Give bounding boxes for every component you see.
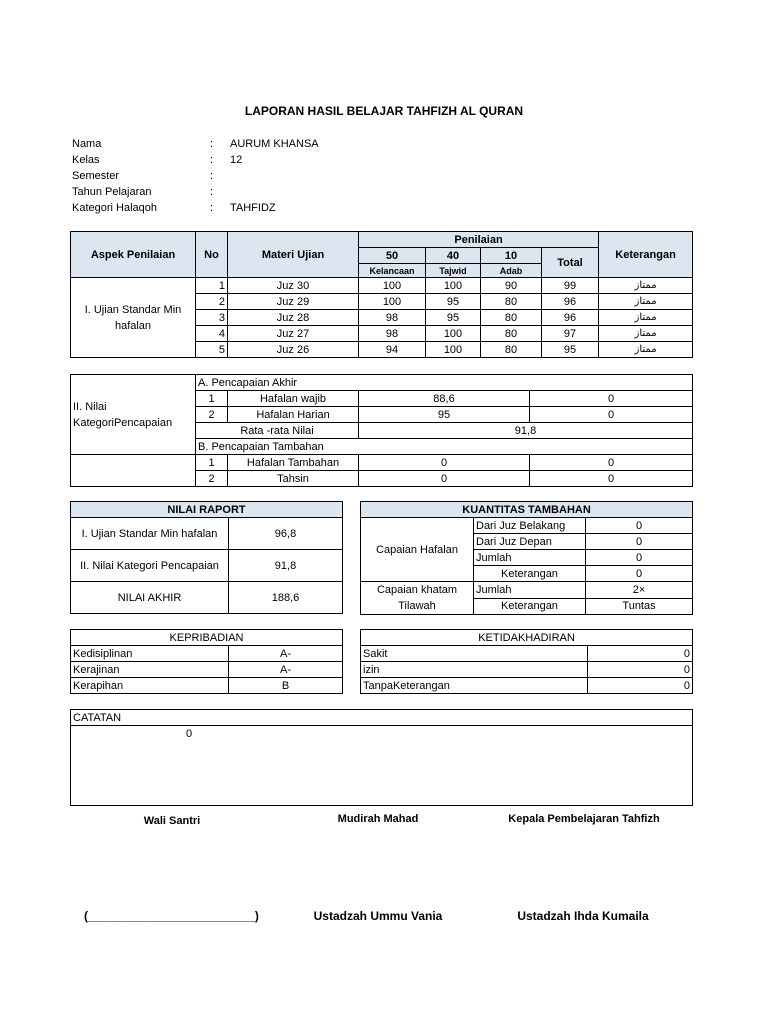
kuantitas-table bbox=[360, 501, 693, 615]
kepribadian-value: B bbox=[229, 678, 343, 694]
row-name: Hafalan Tambahan bbox=[228, 455, 359, 471]
row-keterangan: ممتاز bbox=[599, 294, 693, 310]
header-materi: Materi Ujian bbox=[228, 232, 359, 278]
kuantitas-value: 0 bbox=[586, 534, 693, 550]
aspek-label: I. Ujian Standar Min hafalan bbox=[71, 278, 196, 358]
kepribadian-value: A- bbox=[229, 662, 343, 678]
ketidakhadiran-label: izin bbox=[361, 662, 588, 678]
signature-mudirah-name: Ustadzah Ummu Vania bbox=[313, 909, 443, 923]
row-tajwid: 100 bbox=[426, 278, 481, 294]
identity-row-semester bbox=[72, 168, 319, 184]
average-label: Rata -rata Nilai bbox=[196, 423, 359, 439]
row-total: 95 bbox=[542, 342, 599, 358]
row-adab: 80 bbox=[481, 294, 542, 310]
row-no: 1 bbox=[196, 278, 228, 294]
ketidakhadiran-table bbox=[360, 629, 693, 694]
kuantitas-label: Jumlah bbox=[474, 582, 586, 599]
ketidakhadiran-label: Sakit bbox=[361, 646, 588, 662]
kepribadian-value: A- bbox=[229, 646, 343, 662]
table-row bbox=[71, 646, 343, 662]
signature-kepala-name: Ustadzah Ihda Kumaila bbox=[517, 909, 649, 923]
identity-label: Nama bbox=[72, 138, 102, 150]
row-materi: Juz 30 bbox=[228, 278, 359, 294]
raport-label: II. Nilai Kategori Pencapaian bbox=[71, 550, 229, 582]
raport-label: NILAI AKHIR bbox=[71, 582, 229, 614]
row-no: 3 bbox=[196, 310, 228, 326]
kepribadian-label: Kedisiplinan bbox=[71, 646, 229, 662]
row-kelancaan: 98 bbox=[359, 326, 426, 342]
identity-colon: : bbox=[210, 138, 214, 150]
table-row bbox=[71, 278, 693, 294]
row-kelancaan: 94 bbox=[359, 342, 426, 358]
row-keterangan: ممتاز bbox=[599, 342, 693, 358]
header-total: Total bbox=[542, 248, 599, 278]
identity-label: Kelas bbox=[72, 154, 100, 166]
row-tajwid: 100 bbox=[426, 342, 481, 358]
weight-tajwid: 40 bbox=[426, 248, 481, 264]
subheader-adab: Adab bbox=[481, 264, 542, 278]
row-total: 97 bbox=[542, 326, 599, 342]
weight-adab: 10 bbox=[481, 248, 542, 264]
row-value: 88,6 bbox=[359, 391, 530, 407]
row-no: 4 bbox=[196, 326, 228, 342]
row-tajwid: 100 bbox=[426, 326, 481, 342]
raport-value: 96,8 bbox=[229, 518, 343, 550]
achievement-table bbox=[70, 374, 693, 487]
identity-row-kategori bbox=[72, 200, 319, 216]
table-row bbox=[71, 455, 693, 471]
kuantitas-value: Tuntas bbox=[586, 598, 693, 615]
row-kelancaan: 98 bbox=[359, 310, 426, 326]
row-adab: 80 bbox=[481, 310, 542, 326]
row-keterangan: ممتاز bbox=[599, 326, 693, 342]
row-value: 0 bbox=[359, 471, 530, 487]
row-total: 96 bbox=[542, 310, 599, 326]
raport-label: I. Ujian Standar Min hafalan bbox=[71, 518, 229, 550]
row-kelancaan: 100 bbox=[359, 278, 426, 294]
row-total: 96 bbox=[542, 294, 599, 310]
kuantitas-label: Keterangan bbox=[474, 566, 586, 582]
identity-label: Tahun Pelajaran bbox=[72, 186, 152, 198]
table-row bbox=[361, 678, 693, 694]
kuantitas-label: Dari Juz Belakang bbox=[474, 518, 586, 534]
row-value-2: 0 bbox=[530, 391, 693, 407]
identity-colon: : bbox=[210, 170, 214, 182]
kuantitas-value: 0 bbox=[586, 566, 693, 582]
row-value-2: 0 bbox=[530, 407, 693, 423]
identity-value: TAHFIDZ bbox=[230, 202, 276, 214]
row-no: 1 bbox=[196, 391, 228, 407]
weight-kelancaan: 50 bbox=[359, 248, 426, 264]
ketidakhadiran-header: KETIDAKHADIRAN bbox=[361, 630, 693, 646]
row-materi: Juz 28 bbox=[228, 310, 359, 326]
row-keterangan: ممتاز bbox=[599, 310, 693, 326]
signature-kepala-title: Kepala Pembelajaran Tahfizh bbox=[508, 813, 660, 825]
row-adab: 80 bbox=[481, 342, 542, 358]
signature-wali-title: Wali Santri bbox=[143, 815, 201, 827]
identity-label: Kategori Halaqoh bbox=[72, 202, 158, 214]
exam-table bbox=[70, 231, 693, 358]
section-b-title: B. Pencapaian Tambahan bbox=[196, 439, 693, 455]
row-value: 95 bbox=[359, 407, 530, 423]
raport-header: NILAI RAPORT bbox=[71, 502, 343, 518]
ketidakhadiran-label: TanpaKeterangan bbox=[361, 678, 588, 694]
row-tajwid: 95 bbox=[426, 310, 481, 326]
header-penilaian: Penilaian bbox=[359, 232, 599, 248]
table-row bbox=[71, 518, 343, 550]
header-keterangan: Keterangan bbox=[599, 232, 693, 278]
identity-value: 12 bbox=[230, 154, 243, 166]
table-row bbox=[71, 550, 343, 582]
identity-colon: : bbox=[210, 202, 214, 214]
raport-value: 188,6 bbox=[229, 582, 343, 614]
table-row bbox=[71, 582, 343, 614]
achievement-label: II. Nilai KategoriPencapaian bbox=[71, 375, 196, 455]
kuantitas-label: Jumlah bbox=[474, 550, 586, 566]
row-value-2: 0 bbox=[530, 455, 693, 471]
identity-row-tahun bbox=[72, 184, 319, 200]
ketidakhadiran-value: 0 bbox=[588, 678, 693, 694]
table-row bbox=[361, 646, 693, 662]
row-keterangan: ممتاز bbox=[599, 278, 693, 294]
row-kelancaan: 100 bbox=[359, 294, 426, 310]
ketidakhadiran-value: 0 bbox=[588, 662, 693, 678]
row-materi: Juz 27 bbox=[228, 326, 359, 342]
row-total: 99 bbox=[542, 278, 599, 294]
empty-cell bbox=[71, 455, 196, 487]
identity-value: AURUM KHANSA bbox=[230, 138, 319, 150]
average-value: 91,8 bbox=[359, 423, 693, 439]
row-name: Hafalan Harian bbox=[228, 407, 359, 423]
identity-row-nama bbox=[72, 136, 319, 152]
table-row bbox=[361, 518, 693, 534]
identity-label: Semester bbox=[72, 170, 120, 182]
row-value-2: 0 bbox=[530, 471, 693, 487]
kepribadian-label: Kerajinan bbox=[71, 662, 229, 678]
identity-row-kelas bbox=[72, 152, 319, 168]
capaian-khatam-label: Capaian khatam Tilawah bbox=[361, 582, 474, 615]
kuantitas-header: KUANTITAS TAMBAHAN bbox=[361, 502, 693, 518]
row-no: 2 bbox=[196, 471, 228, 487]
row-name: Tahsin bbox=[228, 471, 359, 487]
subheader-kelancaan: Kelancaan bbox=[359, 264, 426, 278]
row-adab: 80 bbox=[481, 326, 542, 342]
kuantitas-value: 0 bbox=[586, 550, 693, 566]
row-no: 2 bbox=[196, 294, 228, 310]
catatan-header: CATATAN bbox=[71, 710, 693, 726]
catatan-content: 0 bbox=[71, 726, 693, 806]
identity-colon: : bbox=[210, 186, 214, 198]
capaian-hafalan-label: Capaian Hafalan bbox=[361, 518, 474, 582]
report-title: LAPORAN HASIL BELAJAR TAHFIZH AL QURAN bbox=[244, 104, 524, 118]
row-no: 5 bbox=[196, 342, 228, 358]
kuantitas-label: Keterangan bbox=[474, 598, 586, 615]
row-materi: Juz 29 bbox=[228, 294, 359, 310]
kuantitas-value: 2× bbox=[586, 582, 693, 599]
row-value: 0 bbox=[359, 455, 530, 471]
row-no: 2 bbox=[196, 407, 228, 423]
kepribadian-label: Kerapihan bbox=[71, 678, 229, 694]
table-row bbox=[71, 662, 343, 678]
table-row bbox=[361, 582, 693, 599]
student-identity bbox=[72, 136, 319, 216]
subheader-tajwid: Tajwid bbox=[426, 264, 481, 278]
table-row bbox=[361, 662, 693, 678]
kuantitas-label: Dari Juz Depan bbox=[474, 534, 586, 550]
row-name: Hafalan wajib bbox=[228, 391, 359, 407]
kuantitas-value: 0 bbox=[586, 518, 693, 534]
row-tajwid: 95 bbox=[426, 294, 481, 310]
row-adab: 90 bbox=[481, 278, 542, 294]
header-no: No bbox=[196, 232, 228, 278]
raport-table bbox=[70, 501, 343, 614]
ketidakhadiran-value: 0 bbox=[588, 646, 693, 662]
kepribadian-header: KEPRIBADIAN bbox=[71, 630, 343, 646]
table-row bbox=[71, 678, 343, 694]
identity-colon: : bbox=[210, 154, 214, 166]
kepribadian-table bbox=[70, 629, 343, 694]
signature-mudirah-title: Mudirah Mahad bbox=[337, 813, 419, 825]
catatan-table bbox=[70, 709, 693, 806]
row-no: 1 bbox=[196, 455, 228, 471]
signature-wali-line: (_________________________) bbox=[84, 909, 259, 923]
header-aspek: Aspek Penilaian bbox=[71, 232, 196, 278]
section-a-title: A. Pencapaian Akhir bbox=[196, 375, 693, 391]
row-materi: Juz 26 bbox=[228, 342, 359, 358]
raport-value: 91,8 bbox=[229, 550, 343, 582]
